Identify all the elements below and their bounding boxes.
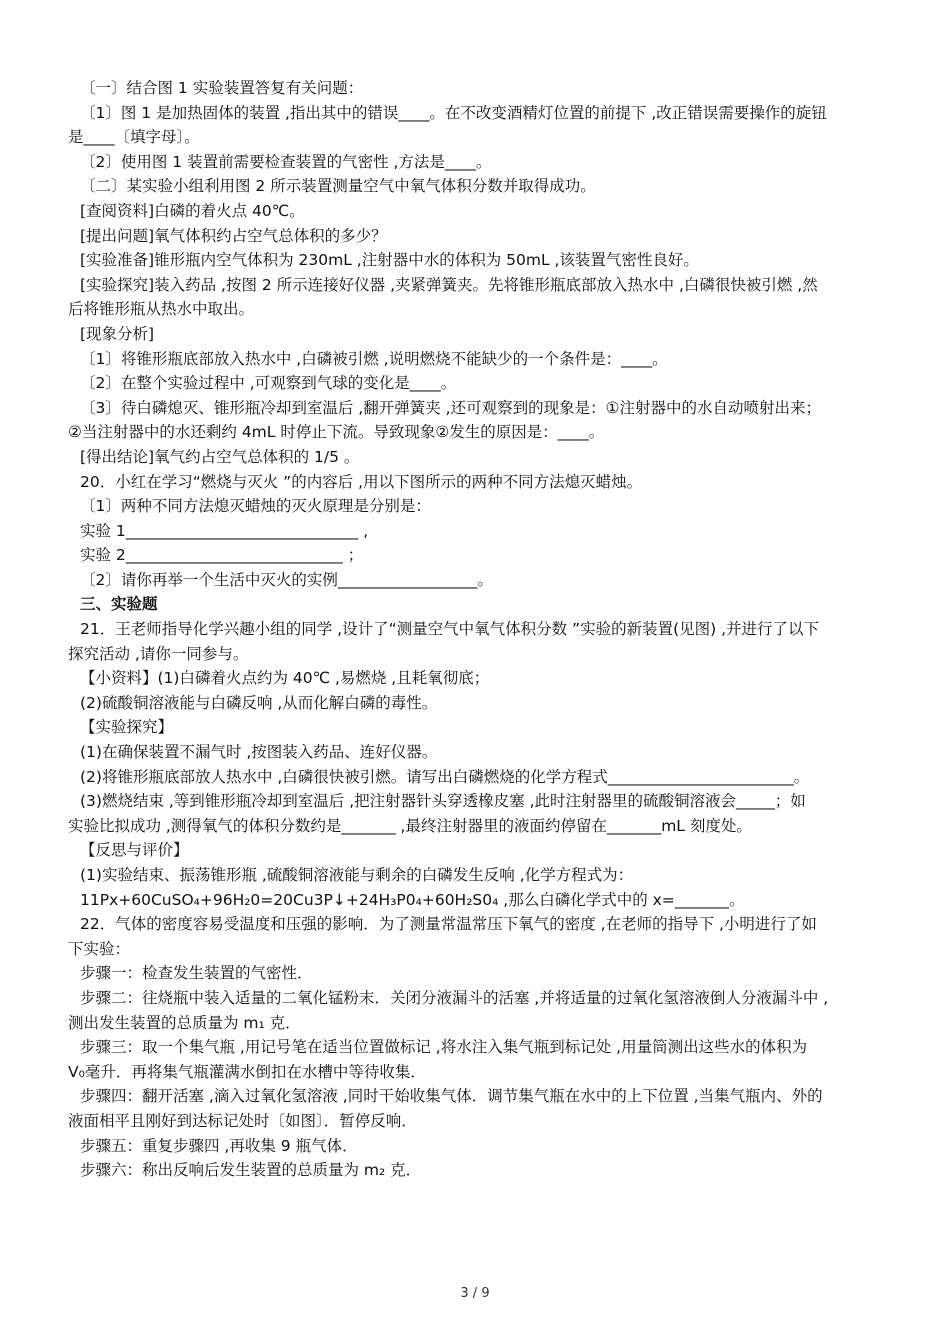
- text-line: 步骤三：取一个集气瓶 ,用记号笔在适当位置做标记 ,将水注入集气瓶到标记处 ,用量筒测出这些水的体积为: [80, 1038, 808, 1057]
- text-line: [查阅资料]白磷的着火点 40℃。: [80, 201, 305, 220]
- text-line: 【小资料】(1)白磷着火点约为 40℃ ,易燃烧 ,且耗氧彻底；: [80, 669, 490, 688]
- text-line: 步骤一：检查发生装置的气密性．: [80, 964, 313, 983]
- text-line: 22．气体的密度容易受温度和压强的影响．为了测量常温常压下氧气的密度 ,在老师的指导下 ,小明进行了如: [80, 915, 817, 934]
- text-line: 〔一〕结合图 1 实验装置答复有关问题：: [80, 79, 364, 97]
- text-line: 【实验探究】: [80, 718, 174, 737]
- text-line: 后将锥形瓶从热水中取出。: [68, 300, 255, 319]
- text-line: (3)燃烧结束 ,等到锥形瓶冷却到室温后 ,把注射器针头穿透橡皮塞 ,此时注射器里的硫酸铜溶液会_____；如: [80, 792, 806, 811]
- text-line: 〔2〕使用图 1 装置前需要检查装置的气密性 ,方法是____。: [80, 152, 492, 171]
- text-line: (1)在确保装置不漏气时 ,按图装入药品、连好仪器。: [80, 743, 438, 762]
- text-line: 测出发生装置的总质量为 m₁ 克．: [68, 1013, 301, 1032]
- text-line: 液面相平且刚好到达标记处时〔如图〕．暂停反响．: [68, 1111, 417, 1130]
- text-line: 〔2〕请你再举一个生活中灭火的实例__________________。: [80, 570, 493, 589]
- document-body: [68, 76, 888, 1183]
- text-line: 步骤二：往烧瓶中装入适量的二氧化锰粉末．关闭分液漏斗的活塞 ,并将适量的过氧化氢溶液倒人分液漏斗中 ,: [80, 988, 829, 1007]
- text-line: [实验探究]装入药品 ,按图 2 所示连接好仪器 ,夹紧弹簧夹。先将锥形瓶底部放入热水中 ,白磷很快被引燃 ,然: [80, 275, 818, 294]
- text-line: 11Px+60CuSO₄+96H₂0=20Cu3P↓+24H₃P0₄+60H₂S0₄ ,那么白磷化学式中的 x=_______。: [80, 890, 745, 909]
- text-line: (1)实验结束、振荡锥形瓶 ,硫酸铜溶液能与剩余的白磷发生反响 ,化学方程式为：: [80, 866, 634, 884]
- text-line: [得出结论]氧气约占空气总体积的 1/5 。: [80, 447, 360, 466]
- text-line: (2)将锥形瓶底部放人热水中 ,白磷很快被引燃。请写出白磷燃烧的化学方程式________________________。: [80, 767, 810, 786]
- text-line: 步骤四：翻开活塞 ,滴入过氧化氢溶液 ,同时干始收集气体．调节集气瓶在水中的上下位置 ,当集气瓶内、外的: [80, 1087, 823, 1106]
- text-line: 〔2〕在整个实验过程中 ,可观察到气球的变化是____。: [80, 374, 457, 393]
- text-line: 〔1〕将锥形瓶底部放入热水中 ,白磷被引燃 ,说明燃烧不能缺少的一个条件是：____。: [80, 349, 668, 368]
- page-number: 3 / 9: [460, 1286, 490, 1301]
- text-line: [实验准备]锥形瓶内空气体积为 230mL ,注射器中水的体积为 50mL ,该装置气密性良好。: [80, 251, 699, 270]
- text-line: 21．王老师指导化学兴趣小组的同学 ,设计了“测量空气中氧气体积分数 ”实验的新装置(见图) ,并进行了以下: [80, 620, 820, 639]
- text-line: 步骤五：重复步骤四 ,再收集 9 瓶气体．: [80, 1136, 358, 1155]
- text-line: 〔3〕待白磷熄灭、锥形瓶冷却到室温后 ,翻开弹簧夹 ,还可观察到的现象是：①注射器中的水自动喷射出来；: [80, 398, 821, 417]
- text-line: (2)硫酸铜溶液能与白磷反响 ,从而化解白磷的毒性。: [80, 693, 438, 712]
- text-line: V₀毫升．再将集气瓶灌满水倒扣在水槽中等待收集．: [68, 1062, 426, 1081]
- text-line: ②当注射器中的水还剩约 4mL 时停止下流。导致现象②发生的原因是：____。: [68, 423, 605, 442]
- text-line: 三、实验题: [80, 595, 158, 614]
- text-line: [现象分析]: [80, 324, 155, 343]
- text-line: 实验比拟成功 ,测得氧气的体积分数约是_______ ,最终注射器里的液面约停留在_______mL 刻度处。: [68, 816, 752, 835]
- text-line: 实验 1______________________________ ,: [80, 521, 369, 540]
- text-line: 20．小红在学习“燃烧与灭火 ”的内容后 ,用以下图所示的两种不同方法熄灭蜡烛。: [80, 472, 643, 491]
- text-line: 是____〔填字母〕。: [68, 128, 200, 147]
- text-line: 实验 2____________________________ ；: [80, 546, 364, 565]
- text-line: 〔二〕某实验小组利用图 2 所示装置测量空气中氧气体积分数并取得成功。: [80, 177, 596, 196]
- text-line: 【反思与评价】: [80, 841, 189, 860]
- text-line: 探究活动 ,请你一同参与。: [68, 644, 249, 663]
- text-line: 〔1〕图 1 是加热固体的装置 ,指出其中的错误____。在不改变酒精灯位置的前提下 ,改正错误需要操作的旋钮: [80, 103, 827, 122]
- text-line: 〔1〕两种不同方法熄灭蜡烛的灭火原理是分别是：: [80, 497, 431, 516]
- text-line: 下实验：: [68, 939, 131, 958]
- text-line: 步骤六：称出反响后发生装置的总质量为 m₂ 克．: [80, 1161, 422, 1180]
- text-line: [提出问题]氧气体积约占空气总体积的多少？: [80, 226, 387, 245]
